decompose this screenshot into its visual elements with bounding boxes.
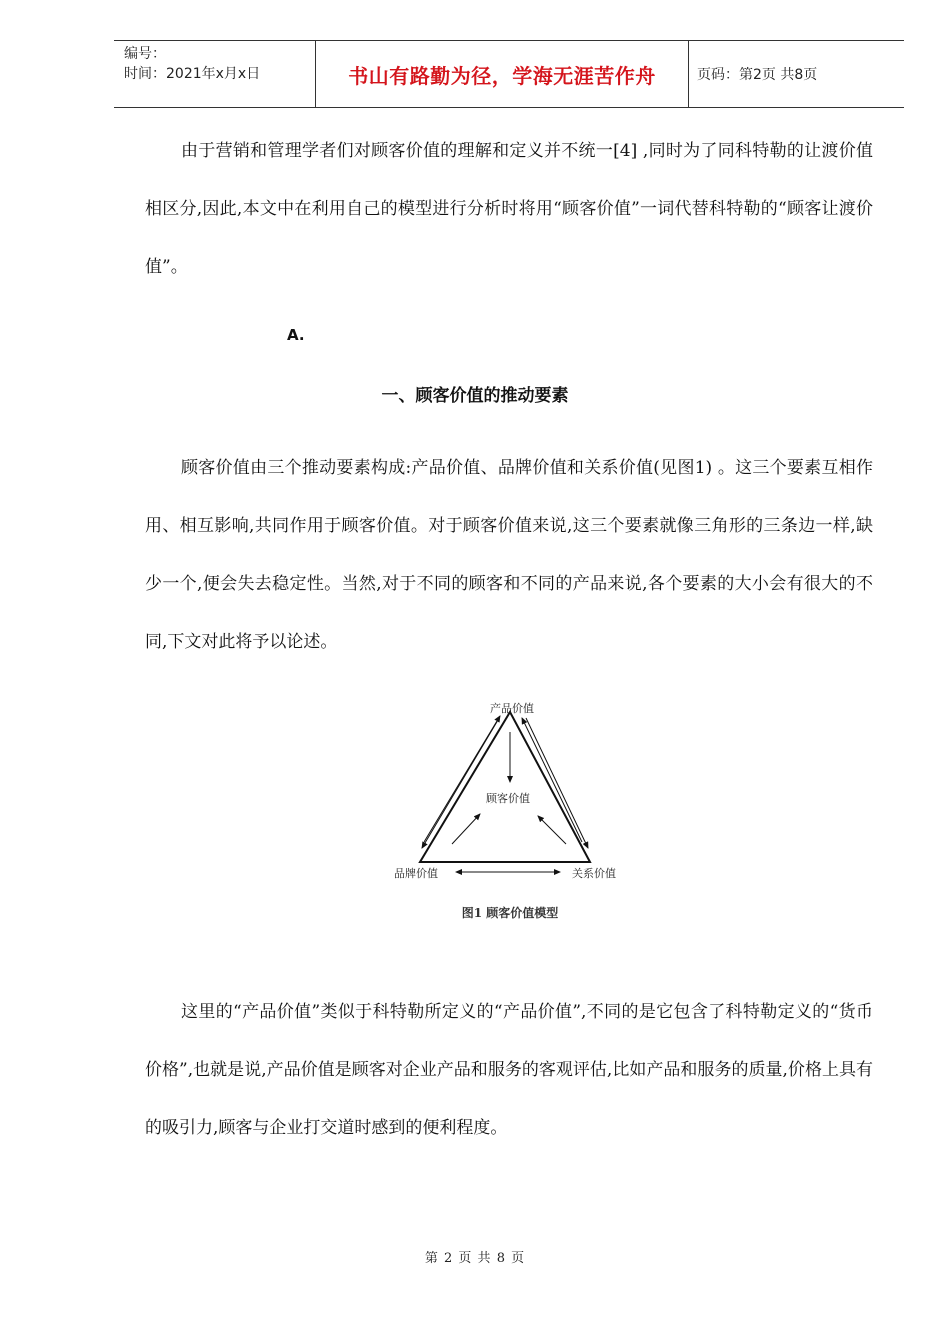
section-heading: 一、顾客价值的推动要素: [381, 386, 569, 406]
header-motto-cell: [315, 41, 689, 107]
arrow-right-edge-down: [526, 718, 588, 848]
paragraph-drivers: 顾客价值由三个推动要素构成:产品价值、品牌价值和关系价值(见图1) 。这三个要素互相作用、相互影响,共同作用于顾客价值。对于顾客价值来说,这三个要素就像三角形的三条边一样,缺少一个,便会失去稳定性。当然,对于不同的顾客和不同的产品来说,各个要素的大小会有很大的不同,下文对此将予以论述。: [145, 458, 873, 652]
label-product-value: 产品价值: [490, 702, 534, 715]
page-footer: 第 2 页 共 8 页: [424, 1251, 526, 1266]
label-relationship-value: 关系价值: [572, 867, 616, 880]
label-brand-value: 品牌价值: [394, 867, 438, 880]
time-label: 时间：2021年x月x日: [124, 66, 261, 82]
page-header: [114, 40, 904, 108]
triangle-outline: [420, 712, 590, 862]
section-label-a: A.: [287, 326, 305, 344]
label-customer-value: 顾客价值: [486, 792, 530, 805]
number-label: 编号：: [124, 46, 166, 62]
header-page-info: 页码：第2页 共8页: [697, 67, 818, 83]
paragraph-product-value: 这里的“产品价值”类似于科特勒所定义的“产品价值”,不同的是它包含了科特勒定义的“货币价格”,也就是说,产品价值是顾客对企业产品和服务的客观评估,比如产品和服务的质量,价格上具有的吸引力,顾客与企业打交道时感到的便利程度。: [145, 1002, 873, 1138]
paragraph-intro: 由于营销和管理学者们对顾客价值的理解和定义并不统一[4] ,同时为了同科特勒的让渡价值相区分,因此,本文中在利用自己的模型进行分析时将用“顾客价值”一词代替科特勒的“顾客让渡价值”。: [145, 141, 873, 277]
arrow-left-to-center: [452, 814, 480, 844]
header-meta: [114, 41, 315, 107]
customer-value-model-figure: [380, 690, 640, 935]
header-motto: 书山有路勤为径，学海无涯苦作舟: [348, 63, 656, 88]
figure-caption: 图1 顾客价值模型: [461, 906, 559, 920]
arrow-right-to-center: [538, 816, 566, 844]
arrow-left-edge-down: [422, 720, 498, 848]
arrow-right-edge-up: [522, 718, 582, 842]
